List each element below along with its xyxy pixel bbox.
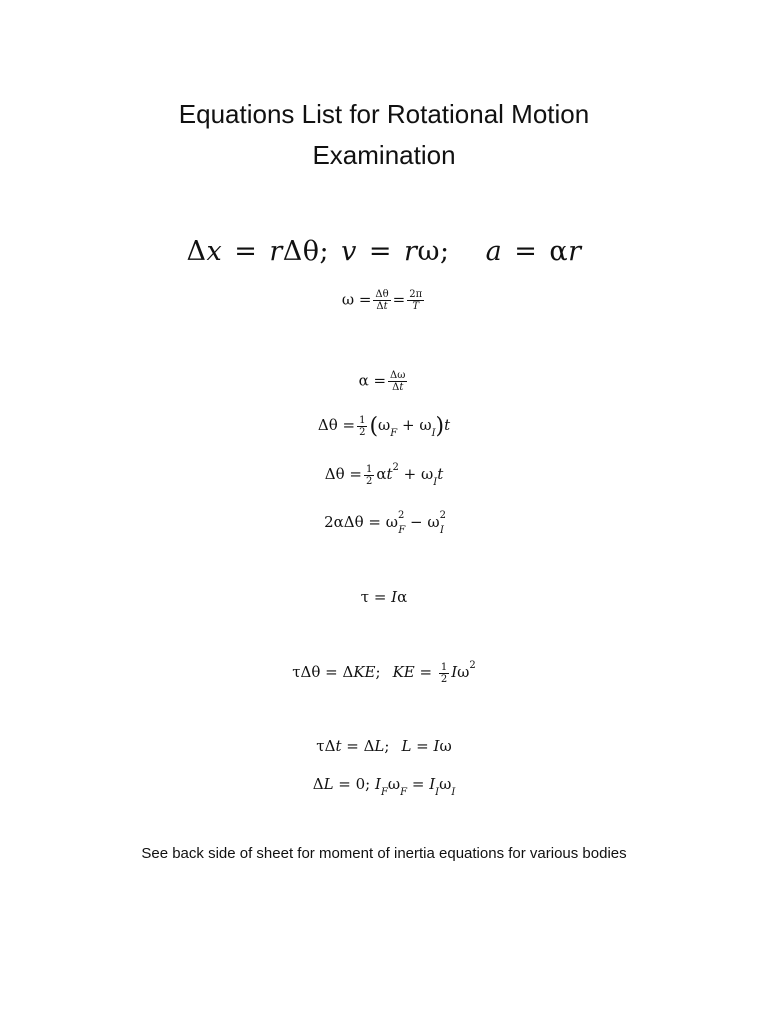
equation-angular-acceleration: α = $\frac{\Delta\omega}{\Delta t}$ [358,370,406,393]
equation-angular-momentum: τΔt = ΔL; L = Iω [316,737,452,755]
equation-torque: τ = Iα [360,588,408,606]
footer-note: See back side of sheet for moment of inertia equations for various bodies [141,845,627,862]
page-title-line-2: Examination [312,140,456,170]
page-title-line-1: Equations List for Rotational Motion [178,99,590,129]
equation-momentum-conservation: ΔL = 0; $I_F\omega_F = I_I\omega_I$ [312,775,456,798]
equation-linear-angular-relations: Δx = rΔθ; v = rω; a = αr [186,236,582,267]
equation-work-energy: τΔθ = ΔKE; KE = $\frac{1}{2}$ $I\omega^2$ [292,660,476,685]
equation-angular-displacement-average: Δθ = $\frac{1}{2}$ $(\omega_F + \omega_I)t$ [317,414,451,439]
equation-angular-displacement-kinematic: Δθ = $\frac{1}{2}$ $\alpha t^2 + \omega_It$ [324,462,444,488]
equation-angular-velocity-squared: $2\alpha\Delta\theta = \omega^2_F - \omega^2_I$ [324,510,446,536]
equation-angular-velocity: ω = $\frac{\Delta\theta}{\Delta t}$ = $\frac{2\pi}{T}$ [341,289,423,312]
